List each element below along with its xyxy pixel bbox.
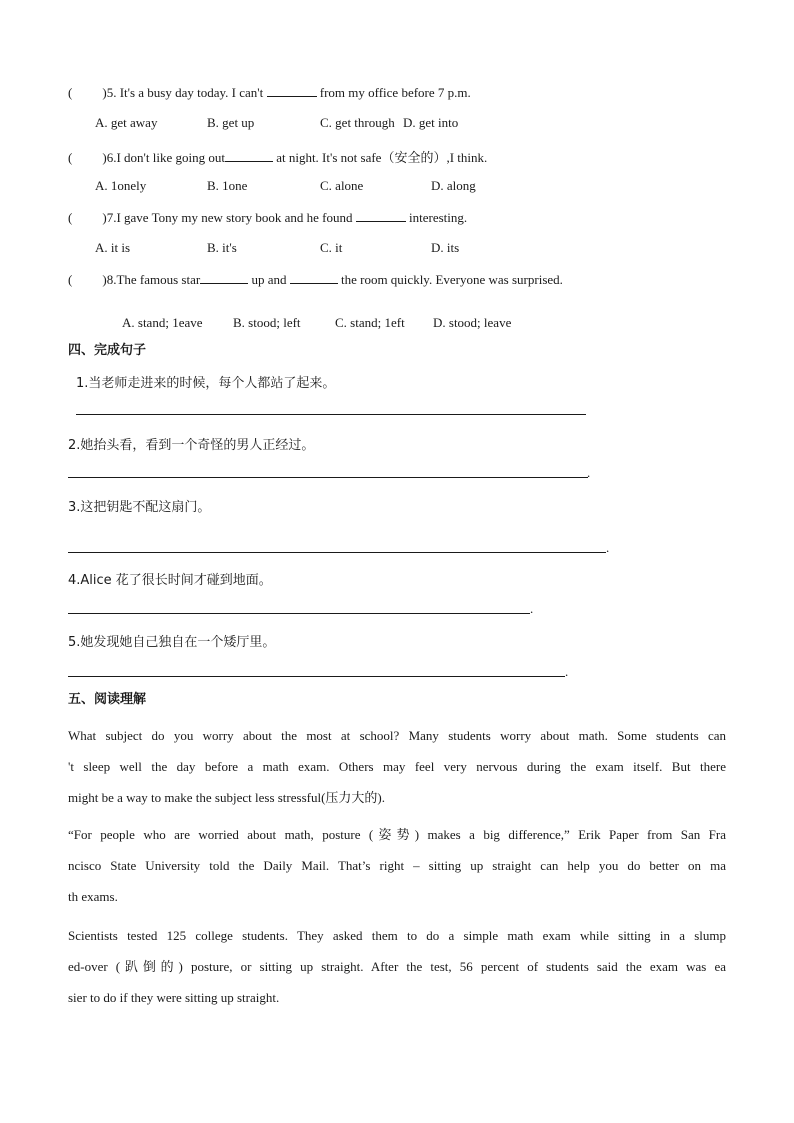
answer-line-4[interactable] — [68, 613, 530, 614]
options-6 — [95, 178, 515, 194]
sentence-prompt-3: 3.这把钥匙不配这扇门。 — [68, 500, 211, 515]
section-title: 四、完成句子 — [68, 343, 147, 358]
option-d[interactable]: D. stood; leave — [433, 315, 512, 330]
option-b[interactable]: B. get up — [207, 115, 255, 130]
question-stem-before: 8.The famous star — [106, 272, 201, 287]
question-stem-before: 7.I gave Tony my new story book and he found — [106, 210, 353, 225]
answer-line-1[interactable] — [76, 414, 586, 415]
sentence-prompt-1: 1.当老师走进来的时候，每个人都站了起来。 — [76, 376, 336, 391]
line-end-period: . — [587, 465, 591, 480]
paragraph-line: 't sleep well the day before a math exam. Others may feel very nervous during the exam itself. But there — [68, 759, 726, 774]
paragraph-line: th exams. — [68, 889, 118, 904]
sentence-prompt-5: 5.她发现她自己独自在一个矮厅里。 — [68, 635, 276, 650]
options-7 — [95, 240, 515, 256]
question-7 — [68, 209, 467, 226]
question-stem-after: at night. It's not safe（安全的）,I think. — [276, 150, 488, 165]
option-a[interactable]: A. 1onely — [95, 178, 147, 193]
line-end-period: . — [530, 601, 534, 616]
blank-line[interactable] — [290, 271, 338, 284]
option-a[interactable]: A. it is — [95, 240, 131, 255]
answer-line-3[interactable] — [68, 552, 606, 553]
answer-paren-close: ) — [102, 85, 107, 100]
option-c[interactable]: C. it — [320, 240, 343, 255]
paragraph-line: “For people who are worried about math, posture (姿势) makes a big difference,” Erik Paper from San Fra — [68, 827, 726, 842]
options-5 — [95, 115, 515, 131]
option-a[interactable]: A. get away — [95, 115, 158, 130]
option-c[interactable]: C. alone — [320, 178, 364, 193]
question-8 — [68, 271, 563, 288]
option-d[interactable]: D. its — [431, 240, 460, 255]
option-b[interactable]: B. 1one — [207, 178, 248, 193]
question-stem-before: 6.I don't like going out — [106, 150, 225, 165]
paragraph-line: might be a way to make the subject less stressful(压力大的). — [68, 790, 385, 805]
answer-paren-open: ( — [68, 150, 73, 165]
question-stem-after: the room quickly. Everyone was surprised. — [340, 272, 563, 287]
option-b[interactable]: B. stood; left — [233, 315, 301, 330]
reading-paragraph-1 — [68, 720, 726, 813]
option-a[interactable]: A. stand; 1eave — [122, 315, 203, 330]
blank-line[interactable] — [200, 271, 248, 284]
paragraph-line: ed-over (趴倒的) posture, or sitting up straight. After the test, 56 percent of students said the exam was ea — [68, 959, 726, 974]
option-c[interactable]: C. get through — [320, 115, 395, 130]
paragraph-line: What subject do you worry about the most at school? Many students worry about math. Some students can — [68, 728, 726, 743]
paragraph-line: ncisco State University told the Daily Mail. That’s right – sitting up straight can help you do better on ma — [68, 858, 726, 873]
line-end-period: . — [565, 664, 569, 679]
answer-paren-open: ( — [68, 85, 73, 100]
answer-paren-close: ) — [102, 150, 107, 165]
blank-line[interactable] — [225, 149, 273, 162]
sentence-prompt-4: 4.Alice 花了很长时间才碰到地面。 — [68, 573, 272, 588]
blank-line[interactable] — [267, 84, 317, 97]
question-6 — [68, 147, 487, 166]
question-stem-after: from my office before 7 p.m. — [319, 85, 471, 100]
question-stem-mid: up and — [251, 272, 287, 287]
blank-line[interactable] — [356, 209, 406, 222]
reading-paragraph-3 — [68, 920, 726, 1013]
answer-paren-close: ) — [102, 210, 107, 225]
answer-line-5[interactable] — [68, 676, 565, 677]
answer-line-2[interactable] — [68, 477, 588, 478]
paragraph-line: Scientists tested 125 college students. They asked them to do a simple math exam while sitting in a slump — [68, 928, 726, 943]
option-d[interactable]: D. get into — [403, 115, 459, 130]
option-c[interactable]: C. stand; 1eft — [335, 315, 405, 330]
question-5 — [68, 84, 471, 101]
question-stem-after: interesting. — [409, 210, 468, 225]
reading-paragraph-2 — [68, 819, 726, 912]
option-d[interactable]: D. along — [431, 178, 476, 193]
answer-paren-close: ) — [102, 272, 107, 287]
sentence-prompt-2: 2.她抬头看，看到一个奇怪的男人正经过。 — [68, 438, 315, 453]
options-8 — [122, 315, 542, 331]
section-title: 五、阅读理解 — [68, 692, 147, 707]
line-end-period: . — [606, 540, 610, 555]
question-stem-before: 5. It's a busy day today. I can't — [106, 85, 264, 100]
answer-paren-open: ( — [68, 272, 73, 287]
paragraph-line: sier to do if they were sitting up straight. — [68, 990, 280, 1005]
answer-paren-open: ( — [68, 210, 73, 225]
option-b[interactable]: B. it's — [207, 240, 237, 255]
